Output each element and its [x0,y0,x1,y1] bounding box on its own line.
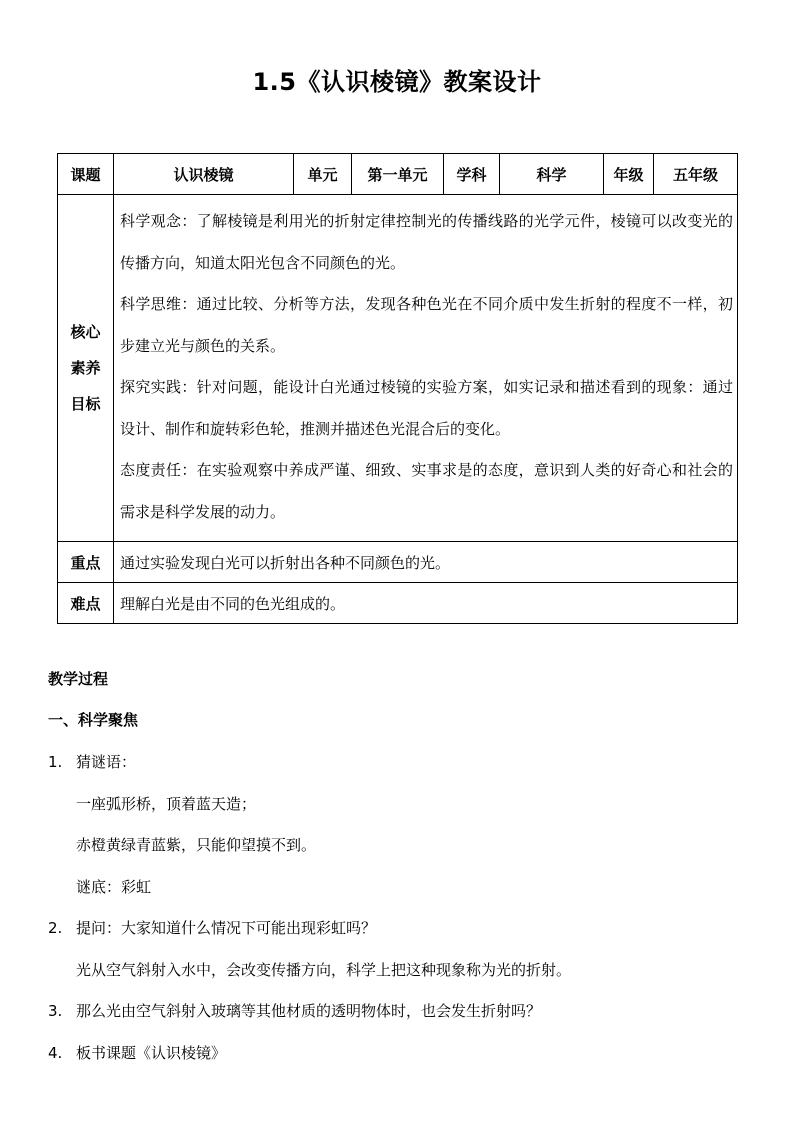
core-goals-label [58,195,114,542]
list-item [48,917,738,938]
goal-paragraph-practice: 探究实践：针对问题，能设计白光通过棱镜的实验方案，如实记录和描述看到的现象：通过设计、制作和旋转彩色轮，推测并描述色光混合后的变化。 [120,378,733,438]
section-heading-focus: 一、科学聚焦 [48,711,139,729]
process-heading: 教学过程 [48,670,109,688]
riddle-answer: 谜底：彩虹 [76,878,152,896]
goal-paragraph-thinking: 科学思维：通过比较、分析等方法，发现各种色光在不同介质中发生折射的程度不一样，初步建立光与颜色的关系。 [120,295,733,355]
difficulty-value: 理解白光是由不同的色光组成的。 [114,583,738,624]
core-label-line: 目标 [70,395,101,413]
core-label-line: 素养 [70,359,101,377]
goal-paragraph-attitude: 态度责任：在实验观察中养成严谨、细致、实事求是的态度，意识到人类的好奇心和社会的需求是科学发展的动力。 [120,461,733,521]
lesson-info-table [57,153,738,624]
subject-label: 学科 [444,154,500,195]
course-value: 认识棱镜 [114,154,294,195]
goal-paragraph-concept: 科学观念：了解棱镜是利用光的折射定律控制光的传播线路的光学元件，棱镜可以改变光的传播方向，知道太阳光包含不同颜色的光。 [120,212,733,272]
list-item-number: 2. [48,919,63,937]
list-item-text: 板书课题《认识棱镜》 [76,1044,227,1062]
key-point-value: 通过实验发现白光可以折射出各种不同颜色的光。 [114,542,738,583]
list-item-number: 1. [48,753,63,771]
list-item-number: 3. [48,1002,63,1020]
core-label-line: 核心 [70,323,101,341]
list-item [48,1042,738,1063]
riddle-line: 一座弧形桥，顶着蓝天造； [76,795,257,813]
unit-label: 单元 [294,154,352,195]
list-item-text: 猜谜语： [76,753,137,771]
table-header-row [58,154,738,195]
core-goals-row [58,195,738,542]
unit-value: 第一单元 [352,154,444,195]
subject-value: 科学 [500,154,604,195]
difficulty-row [58,583,738,624]
list-item-number: 4. [48,1044,63,1062]
list-item [48,751,738,772]
list-item [48,1000,738,1021]
key-point-label: 重点 [58,542,114,583]
course-label: 课题 [58,154,114,195]
core-goals-content [114,195,738,542]
grade-value: 五年级 [654,154,738,195]
refraction-explanation: 光从空气斜射入水中，会改变传播方向，科学上把这种现象称为光的折射。 [76,961,572,979]
page-title: 1.5《认识棱镜》教案设计 [252,68,542,96]
list-item-text: 提问：大家知道什么情况下可能出现彩虹吗？ [76,919,377,937]
key-point-row [58,542,738,583]
riddle-line: 赤橙黄绿青蓝紫，只能仰望摸不到。 [76,836,317,854]
grade-label: 年级 [604,154,654,195]
difficulty-label: 难点 [58,583,114,624]
list-item-text: 那么光由空气斜射入玻璃等其他材质的透明物体时，也会发生折射吗？ [76,1002,542,1020]
